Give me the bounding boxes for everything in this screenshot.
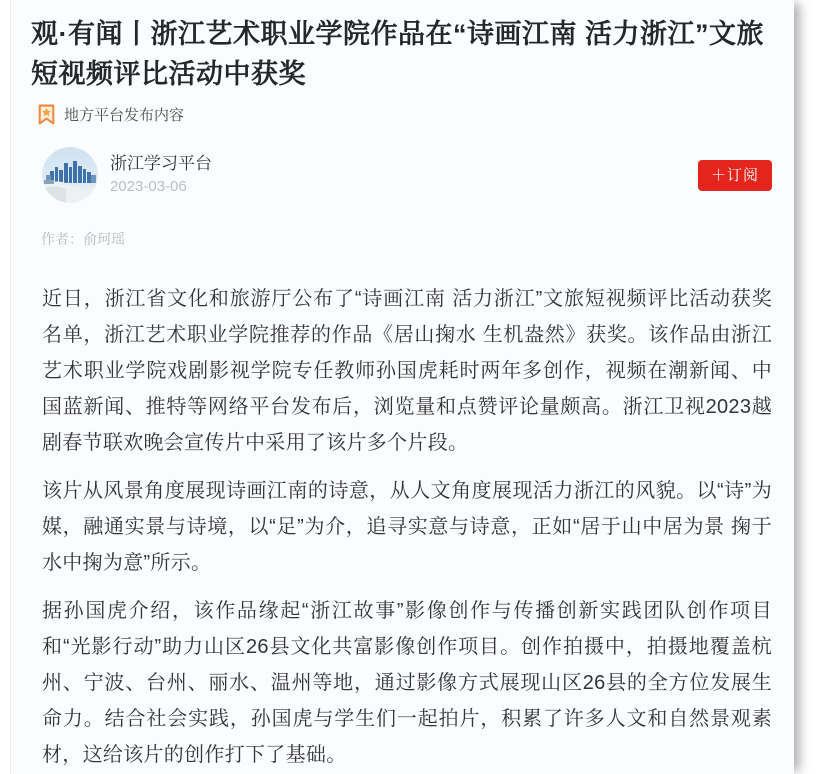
city-skyline-avatar[interactable] xyxy=(42,147,98,203)
subscribe-button[interactable]: ＋订阅 xyxy=(698,160,772,191)
article-title: 观·有闻丨浙江艺术职业学院作品在“诗画江南 活力浙江”文旅短视频评比活动中获奖 xyxy=(31,19,764,89)
content-tag-row xyxy=(38,103,774,126)
publish-date: 2023-03-06 xyxy=(110,178,187,195)
author-byline: 作者：俞珂瑶 xyxy=(41,231,125,247)
article-paragraph: 近日，浙江省文化和旅游厅公布了“诗画江南 活力浙江”文旅短视频评比活动获奖名单，浙江艺术职业学院推荐的作品《居山掬水 生机盎然》获奖。该作品由浙江艺术职业学院戏剧影视学院专任教师孙国虎耗时两年多创作，视频在潮新闻、中国蓝新闻、推特等网络平台发布后，浏览量和点赞评论量颇高。浙江卫视2023越剧春节联欢晚会宣传片中采用了该片多个片段。 xyxy=(42,288,772,454)
article-page xyxy=(10,0,794,774)
publisher-meta xyxy=(110,153,698,197)
article-body xyxy=(42,281,772,773)
content-tag-label: 地方平台发布内容 xyxy=(64,107,185,124)
ribbon-star-badge-icon xyxy=(38,104,55,125)
article-paragraph: 据孙国虎介绍，该作品缘起“浙江故事”影像创作与传播创新实践团队创作项目和“光影行动”助力山区26县文化共富影像创作项目。创作拍摄中，拍摄地覆盖杭州、宁波、台州、丽水、温州等地，通过影像方式展现山区26县的全方位发展生命力。结合社会实践，孙国虎与学生们一起拍片，积累了许多人文和自然景观素材，这给该片的创作打下了基础。 xyxy=(42,600,772,766)
publisher-row xyxy=(42,147,772,203)
publisher-name[interactable]: 浙江学习平台 xyxy=(110,154,212,173)
article-paragraph: 该片从风景角度展现诗画江南的诗意，从人文角度展现活力浙江的风貌。以“诗”为媒，融通实景与诗境，以“足”为介，追寻实意与诗意，正如“居于山中居为景 掬于水中掬为意”所示。 xyxy=(42,480,772,574)
